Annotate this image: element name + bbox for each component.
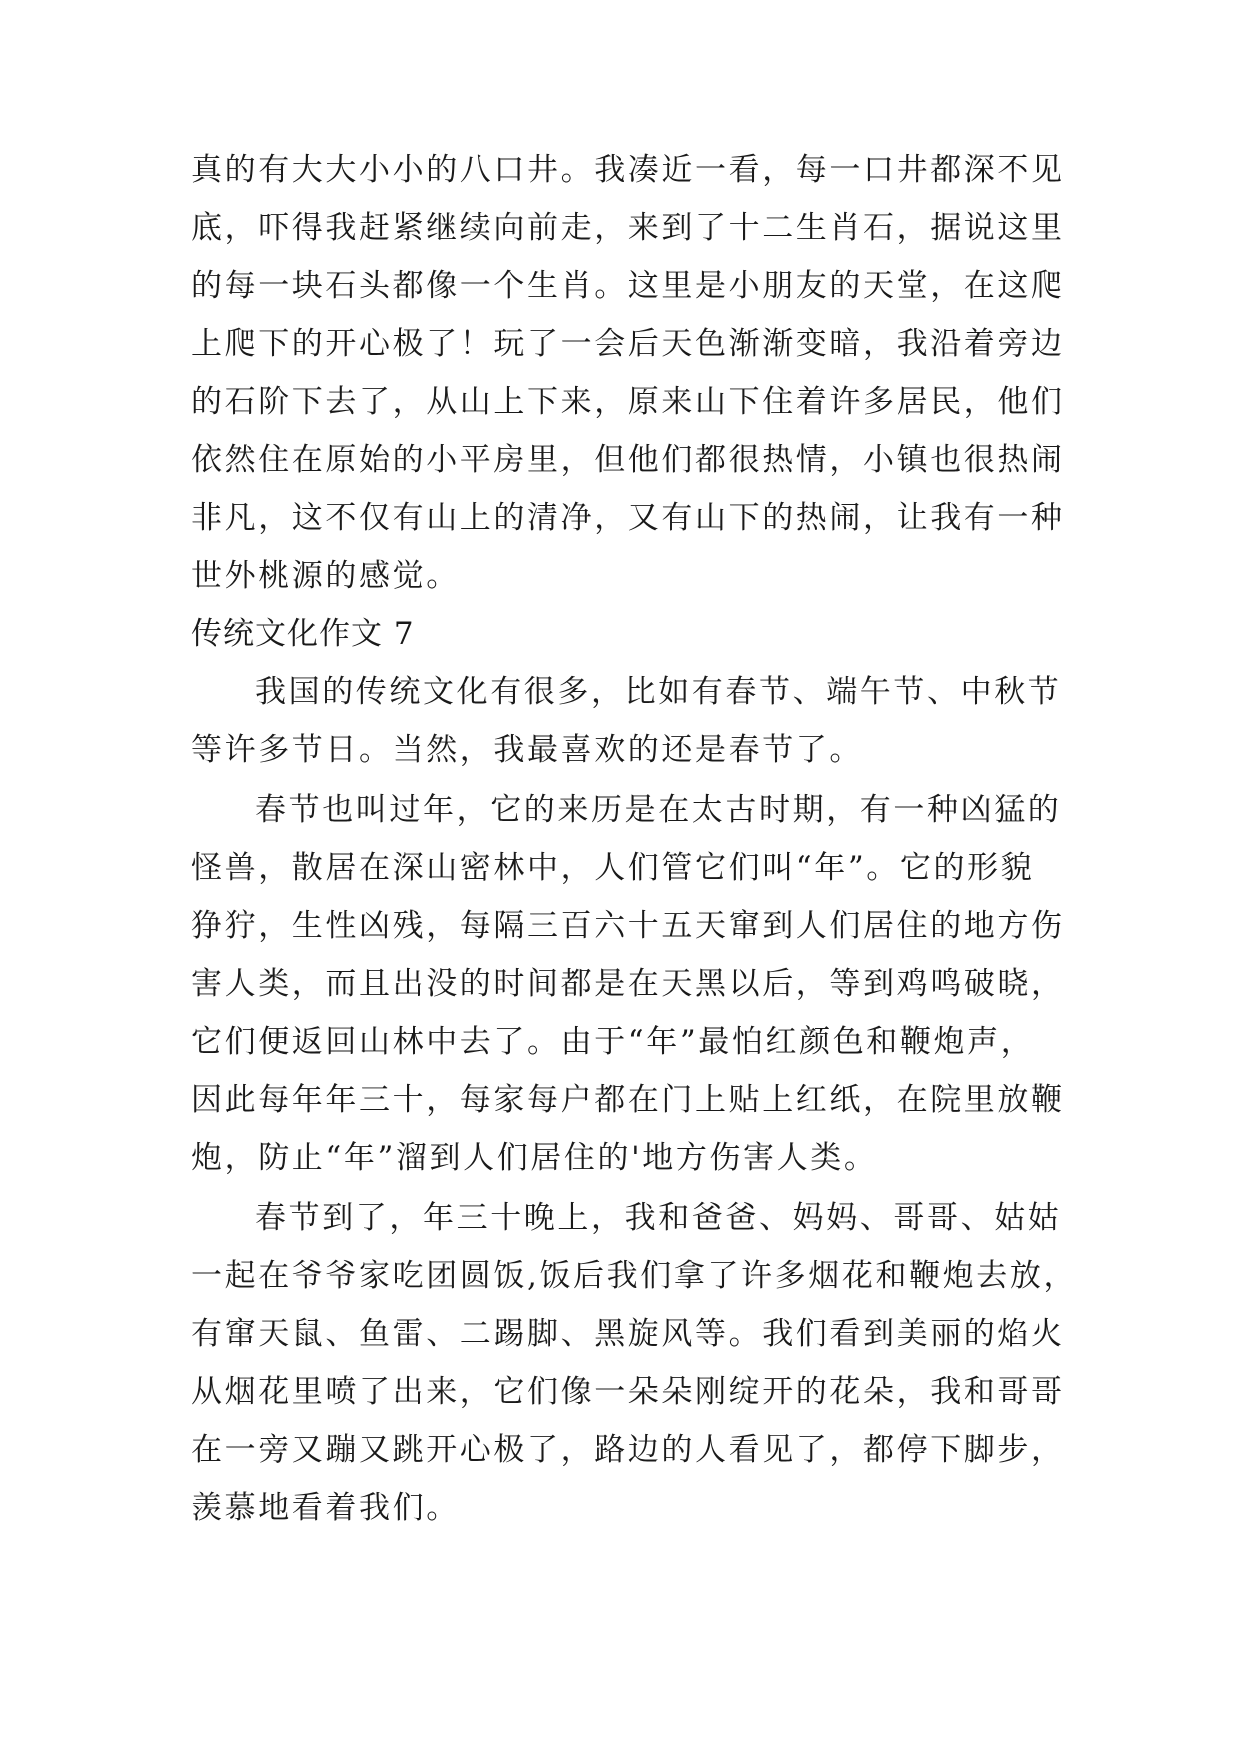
text-line: 一起在爷爷家吃团圆饭,饭后我们拿了许多烟花和鞭炮去放， [191, 1258, 1078, 1294]
text-line: 害人类，而且出没的时间都是在天黑以后，等到鸡鸣破晓， [191, 966, 1065, 1002]
text-line: 底，吓得我赶紧继续向前走，来到了十二生肖石，据说这里 [191, 210, 1065, 246]
text-line: 世外桃源的感觉。 [191, 558, 460, 594]
text-line: 春节到了，年三十晚上，我和爸爸、妈妈、哥哥、姑姑 [255, 1200, 1062, 1236]
text-line: 炮，防止“年”溜到人们居住的'地方伤害人类。 [191, 1140, 878, 1176]
section-heading: 传统文化作文 7 [191, 616, 415, 652]
text-line: 春节也叫过年，它的来历是在太古时期，有一种凶猛的 [255, 792, 1062, 828]
text-line: 的石阶下去了，从山上下来，原来山下住着许多居民，他们 [191, 384, 1065, 420]
text-line: 非凡，这不仅有山上的清净，又有山下的热闹，让我有一种 [191, 500, 1065, 536]
text-line: 它们便返回山林中去了。由于“年”最怕红颜色和鞭炮声， [191, 1024, 1035, 1060]
text-line: 的每一块石头都像一个生肖。这里是小朋友的天堂，在这爬 [191, 268, 1065, 304]
text-line: 我国的传统文化有很多，比如有春节、端午节、中秋节 [255, 674, 1062, 710]
text-line: 从烟花里喷了出来，它们像一朵朵刚绽开的花朵，我和哥哥 [191, 1374, 1065, 1410]
text-line: 上爬下的开心极了！玩了一会后天色渐渐变暗，我沿着旁边 [191, 326, 1065, 362]
text-line: 真的有大大小小的八口井。我凑近一看，每一口井都深不见 [191, 152, 1065, 188]
text-line: 羡慕地看着我们。 [191, 1490, 460, 1526]
text-line: 狰狞，生性凶残，每隔三百六十五天窜到人们居住的地方伤 [191, 908, 1065, 944]
text-line: 怪兽，散居在深山密林中，人们管它们叫“年”。它的形貌 [191, 850, 1035, 886]
text-line: 在一旁又蹦又跳开心极了，路边的人看见了，都停下脚步， [191, 1432, 1065, 1468]
text-line: 依然住在原始的小平房里，但他们都很热情，小镇也很热闹 [191, 442, 1065, 478]
text-line: 因此每年年三十，每家每户都在门上贴上红纸，在院里放鞭 [191, 1082, 1065, 1118]
text-line: 等许多节日。当然，我最喜欢的还是春节了。 [191, 732, 863, 768]
text-line: 有窜天鼠、鱼雷、二踢脚、黑旋风等。我们看到美丽的焰火 [191, 1316, 1065, 1352]
